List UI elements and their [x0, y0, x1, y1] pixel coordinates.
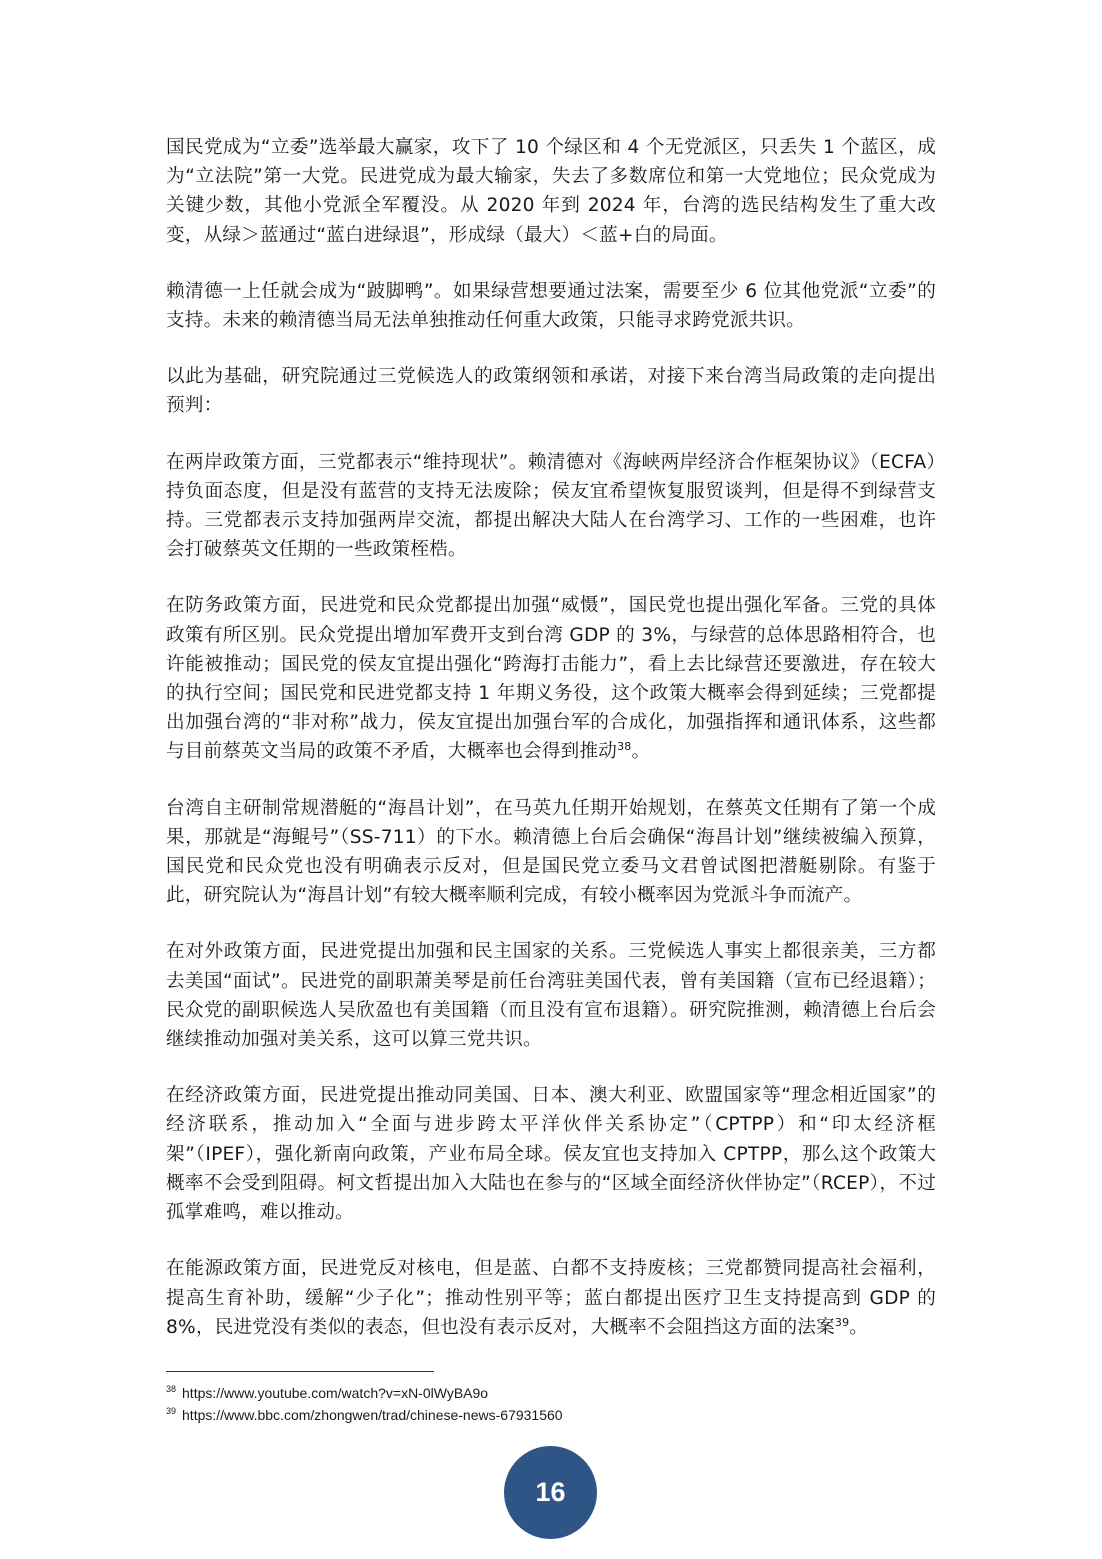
footnotes — [166, 1382, 866, 1426]
footnote-39 — [166, 1404, 866, 1426]
paragraph-text: 在对外政策方面，民进党提出加强和民主国家的关系。三党候选人事实上都很亲美，三方都去美国“面试”。民进党的副职萧美琴是前任台湾驻美国代表，曾有美国籍（宣布已经退籍）；民众党的副职候选人吴欣盈也有美国籍（而且没有宣布退籍）。研究院推测，赖清德上台后会继续推动加强对美关系，这可以算三党共识。 — [166, 941, 936, 1051]
paragraph-text: 在经济政策方面，民进党提出推动同美国、日本、澳大利亚、欧盟国家等“理念相近国家”的经济联系，推动加入“全面与进步跨太平洋伙伴关系协定”（CPTPP）和“印太经济框架”（IPEF），强化新南向政策，产业布局全球。侯友宜也支持加入 CPTPP，那么这个政策大概率不会受到阻碍。柯文哲提出加入大陆也在参与的“区域全面经济伙伴协定”（RCEP），不过孤掌难鸣，难以推动。 — [166, 1085, 936, 1224]
paragraph-text: 赖清德一上任就会成为“跛脚鸭”。如果绿营想要通过法案，需要至少 6 位其他党派“立委”的支持。未来的赖清德当局无法单独推动任何重大政策，只能寻求跨党派共识。 — [166, 280, 936, 332]
page-number-badge — [504, 1446, 597, 1539]
paragraph-submarine-program — [166, 794, 936, 911]
footnote-number: 38 — [166, 1384, 177, 1395]
footnote-number: 39 — [166, 1406, 177, 1417]
footnote-reference-39[interactable]: 39 — [834, 1315, 850, 1329]
paragraph-text: 以此为基础，研究院通过三党候选人的政策纲领和承诺，对接下来台湾当局政策的走向提出预判： — [166, 366, 936, 417]
document-body — [166, 133, 936, 1369]
paragraph-text: 台湾自主研制常规潜艇的“海昌计划”，在马英九任期开始规划，在蔡英文任期有了第一个成果，那就是“海鲲号”（SS-711）的下水。赖清德上台后会确保“海昌计划”继续被编入预算，国民党和民众党也没有明确表示反对，但是国民党立委马文君曾试图把潜艇剔除。有鉴于此，研究院认为“海昌计划”有较大概率顺利完成，有较小概率因为党派斗争而流产。 — [166, 797, 936, 907]
paragraph-tail: 。 — [631, 741, 651, 763]
paragraph-text: 国民党成为“立委”选举最大赢家，攻下了 10 个绿区和 4 个无党派区，只丢失 1 个蓝区，成为“立法院”第一大党。民进党成为最大输家，失去了多数席位和第一大党地位；民众党成为关键少数，其他小党派全军覆没。从 2020 年到 2024 年，台湾的选民结构发生了重大改变，从绿＞蓝通过“蓝白进绿退”，形成绿（最大）＜蓝+白的局面。 — [166, 137, 936, 246]
paragraph-election-results — [166, 133, 936, 250]
paragraph-lame-duck — [166, 277, 936, 335]
paragraph-forecast-intro — [166, 362, 936, 420]
footnote-reference-38[interactable]: 38 — [617, 740, 632, 754]
paragraph-economic-policy — [166, 1081, 936, 1227]
paragraph-defense-policy — [166, 591, 936, 766]
footnote-38 — [166, 1382, 866, 1404]
page-number: 16 — [535, 1477, 566, 1507]
footnote-link[interactable]: https://www.bbc.com/zhongwen/trad/chinese-news-67931560 — [182, 1407, 563, 1423]
paragraph-foreign-policy — [166, 937, 936, 1054]
footnote-divider — [166, 1371, 434, 1372]
footnote-link[interactable]: https://www.youtube.com/watch?v=xN-0lWyBA9o — [182, 1385, 489, 1401]
paragraph-cross-strait-policy — [166, 448, 936, 565]
paragraph-text: 在能源政策方面，民进党反对核电，但是蓝、白都不支持废核；三党都赞同提高社会福利，提高生育补助，缓解“少子化”；推动性别平等；蓝白都提出医疗卫生支持提高到 GDP 的 8%，民进党没有类似的表态，但也没有表示反对，大概率不会阻挡这方面的法案 — [166, 1258, 936, 1338]
paragraph-tail: 。 — [849, 1316, 869, 1338]
paragraph-text: 在防务政策方面，民进党和民众党都提出加强“威慑”，国民党也提出强化军备。三党的具体政策有所区别。民众党提出增加军费开支到台湾 GDP 的 3%，与绿营的总体思路相符合，也许能被推动；国民党的侯友宜提出强化“跨海打击能力”，看上去比绿营还要激进，存在较大的执行空间；国民党和民进党都支持 1 年期义务役，这个政策大概率会得到延续；三党都提出加强台湾的“非对称”战力，侯友宜提出加强台军的合成化，加强指挥和通讯体系，这些都与目前蔡英文当局的政策不矛盾，大概率也会得到推动 — [166, 595, 936, 763]
paragraph-text: 在两岸政策方面，三党都表示“维持现状”。赖清德对《海峡两岸经济合作框架协议》（ECFA）持负面态度，但是没有蓝营的支持无法废除；侯友宜希望恢复服贸谈判，但是得不到绿营支持。三党都表示支持加强两岸交流，都提出解决大陆人在台湾学习、工作的一些困难，也许会打破蔡英文任期的一些政策桎梏。 — [166, 451, 936, 561]
paragraph-energy-policy — [166, 1254, 936, 1342]
